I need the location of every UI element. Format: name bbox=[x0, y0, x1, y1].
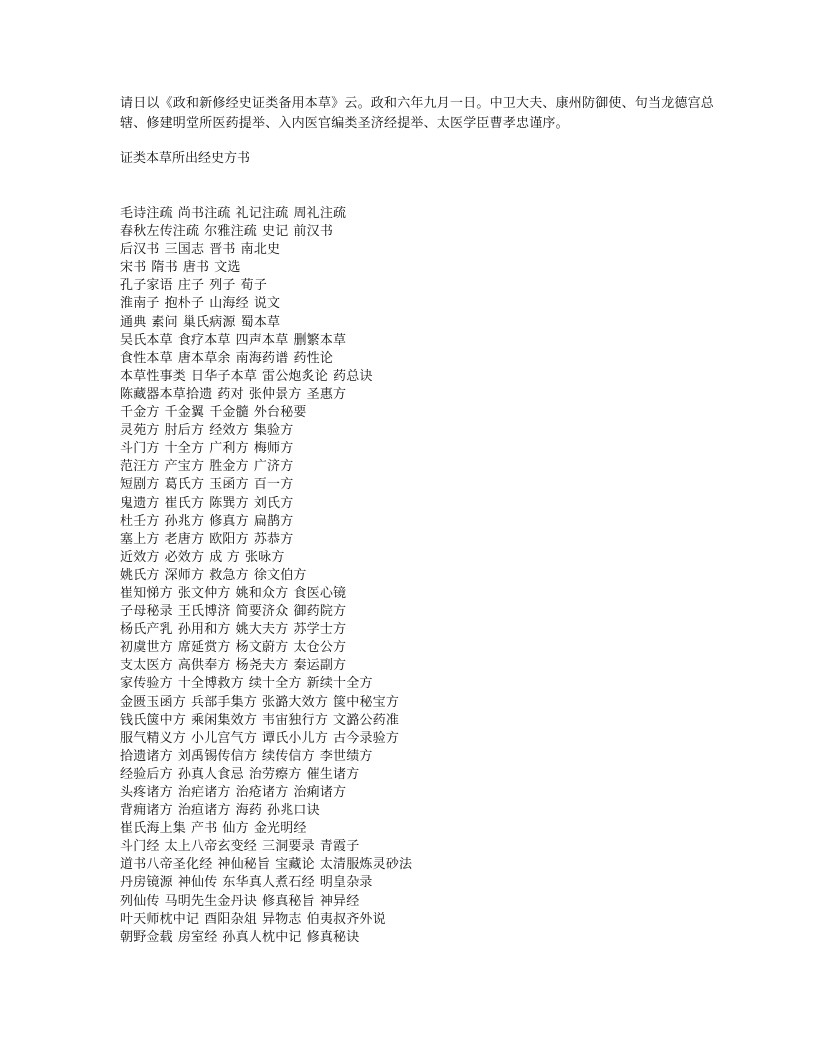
source-book-title: 异物志 bbox=[262, 911, 302, 927]
source-book-line bbox=[120, 657, 720, 675]
source-book-title: 隋书 bbox=[151, 260, 178, 276]
source-book-title: 三国志 bbox=[164, 242, 205, 258]
preface-text: 请日以《政和新修经史证类备用本草》云。政和六年九月一日。中卫大夫、康州防御使、句当龙德宫总辖、修建明堂所医药提举、入内医官编类圣济经提举、太医学臣曹孝忠谨序。 bbox=[120, 96, 715, 131]
source-book-title: 御药院方 bbox=[293, 604, 347, 620]
source-book-title: 海药 bbox=[235, 803, 263, 819]
source-book-line bbox=[120, 259, 720, 277]
source-book-title: 新续十全方 bbox=[306, 676, 373, 692]
source-book-title: 列仙传 bbox=[120, 893, 160, 909]
source-book-title: 东华真人煮石经 bbox=[222, 875, 315, 891]
source-book-title: 三洞要录 bbox=[262, 839, 315, 855]
source-book-title: 短剧方 bbox=[120, 477, 160, 493]
source-book-title: 圣惠方 bbox=[306, 386, 347, 402]
source-book-title: 吴氏本草 bbox=[120, 332, 173, 348]
source-book-title: 服气精义方 bbox=[120, 730, 187, 746]
source-book-title: 南北史 bbox=[240, 242, 281, 258]
source-book-title: 神仙传 bbox=[177, 875, 218, 891]
source-book-title: 梅师方 bbox=[253, 441, 294, 457]
source-book-title: 千金翼 bbox=[164, 405, 205, 421]
source-book-title: 席延赏方 bbox=[177, 640, 231, 656]
source-book-title: 续传信方 bbox=[262, 748, 315, 764]
source-book-title: 太上八帝玄变经 bbox=[164, 839, 258, 855]
source-book-title: 十全方 bbox=[164, 441, 205, 457]
source-book-title: 老唐方 bbox=[164, 531, 205, 547]
source-book-title: 杨文蔚方 bbox=[235, 640, 289, 656]
source-book-line bbox=[120, 893, 720, 911]
source-book-title: 家传验方 bbox=[120, 676, 173, 692]
source-book-line bbox=[120, 422, 720, 440]
source-book-title: 修真秘旨 bbox=[262, 893, 315, 909]
source-book-title: 张咏方 bbox=[244, 549, 285, 565]
source-book-line bbox=[120, 531, 720, 549]
source-book-title: 经效方 bbox=[209, 423, 249, 439]
source-book-title: 庄子 bbox=[177, 278, 205, 294]
source-book-title: 孙用和方 bbox=[177, 622, 231, 638]
source-book-title: 姚和众方 bbox=[235, 585, 289, 601]
source-book-title: 刘氏方 bbox=[253, 495, 294, 511]
source-book-line bbox=[120, 820, 720, 838]
source-book-title: 产书 bbox=[191, 821, 218, 837]
source-book-title: 晋书 bbox=[209, 242, 236, 258]
source-book-title: 治疮诸方 bbox=[235, 785, 289, 800]
source-book-title: 太清服炼灵砂法 bbox=[319, 857, 413, 873]
source-book-title: 青霞子 bbox=[319, 839, 360, 855]
source-book-title: 药总诀 bbox=[333, 368, 373, 384]
source-book-line bbox=[120, 513, 720, 531]
source-book-title: 后汉书 bbox=[120, 242, 160, 258]
source-book-line bbox=[120, 368, 720, 386]
source-book-title: 治疸诸方 bbox=[177, 803, 231, 819]
source-book-line bbox=[120, 603, 720, 621]
source-book-title: 崔氏海上集 bbox=[120, 821, 187, 837]
source-book-line bbox=[120, 712, 720, 730]
source-book-title: 列子 bbox=[209, 278, 236, 294]
source-book-title: 谭氏小儿方 bbox=[262, 730, 329, 746]
source-book-title: 广济方 bbox=[253, 459, 294, 475]
source-book-title: 伯夷叔齐外说 bbox=[306, 911, 386, 927]
source-book-title: 范汪方 bbox=[120, 459, 160, 475]
source-book-title: 肘后方 bbox=[164, 423, 205, 439]
source-book-title: 葛氏方 bbox=[164, 477, 205, 493]
source-book-title: 修真秘诀 bbox=[306, 929, 360, 945]
source-book-line bbox=[120, 495, 720, 513]
source-book-title: 食性本草 bbox=[120, 350, 173, 366]
source-book-title: 山海经 bbox=[209, 296, 249, 312]
source-book-title: 雷公炮炙论 bbox=[262, 368, 329, 384]
source-book-title: 张潞大效方 bbox=[262, 694, 329, 710]
source-book-title: 药对 bbox=[217, 386, 244, 402]
source-book-title: 孔子家语 bbox=[120, 278, 173, 294]
source-book-title: 催生诸方 bbox=[306, 766, 360, 782]
source-book-title: 食医心镜 bbox=[293, 585, 347, 601]
source-book-title: 史记 bbox=[262, 224, 289, 240]
source-book-title: 孙兆方 bbox=[164, 513, 205, 529]
source-book-line bbox=[120, 386, 720, 404]
source-book-title: 崔氏方 bbox=[164, 495, 205, 511]
source-book-title: 广利方 bbox=[209, 441, 249, 457]
source-book-title: 千金髓 bbox=[209, 405, 249, 421]
source-book-line bbox=[120, 802, 720, 820]
source-book-title: 道书八帝圣化经 bbox=[120, 857, 213, 873]
source-book-title: 灵苑方 bbox=[120, 423, 160, 439]
source-book-title: 鬼遗方 bbox=[120, 495, 160, 511]
source-book-title: 礼记注疏 bbox=[235, 206, 289, 221]
source-book-title: 古今录验方 bbox=[333, 730, 400, 746]
source-book-title: 集验方 bbox=[253, 423, 294, 439]
source-book-line bbox=[120, 549, 720, 567]
source-book-title: 深师方 bbox=[164, 567, 205, 583]
source-book-title: 近效方 bbox=[120, 549, 160, 565]
source-book-line bbox=[120, 476, 720, 494]
source-book-title: 宝藏论 bbox=[275, 857, 315, 873]
source-book-title: 杨尧夫方 bbox=[235, 658, 289, 674]
source-book-line bbox=[120, 295, 720, 313]
source-book-line bbox=[120, 730, 720, 748]
source-book-title: 张仲景方 bbox=[248, 386, 302, 402]
source-book-title: 必效方 bbox=[164, 549, 205, 565]
source-book-line bbox=[120, 675, 720, 693]
source-book-title: 巢氏病源 bbox=[182, 314, 236, 330]
source-book-line bbox=[120, 621, 720, 639]
source-book-title: 日华子本草 bbox=[191, 368, 258, 384]
source-book-title: 文潞公药准 bbox=[333, 712, 400, 728]
source-book-title: 崔知悌方 bbox=[120, 585, 173, 601]
source-book-title: 子母秘录 bbox=[120, 604, 173, 620]
source-book-title: 修真方 bbox=[209, 513, 249, 529]
source-book-line bbox=[120, 458, 720, 476]
source-book-title: 删繁本草 bbox=[293, 332, 347, 348]
source-book-title: 前汉书 bbox=[293, 224, 334, 240]
source-book-line bbox=[120, 585, 720, 603]
source-book-title: 张文仲方 bbox=[177, 585, 231, 601]
source-book-title: 陈巽方 bbox=[209, 495, 249, 511]
source-book-title: 胜金方 bbox=[209, 459, 249, 475]
source-book-title: 箧中秘宝方 bbox=[333, 694, 400, 710]
source-book-title: 周礼注疏 bbox=[293, 206, 347, 221]
source-book-title: 马明先生金丹诀 bbox=[164, 893, 258, 909]
source-book-line bbox=[120, 350, 720, 368]
source-book-title: 头疼诸方 bbox=[120, 785, 173, 800]
source-book-title: 姚大夫方 bbox=[235, 622, 289, 638]
source-book-title: 秦运副方 bbox=[293, 658, 347, 674]
source-book-title: 王氏博济 bbox=[177, 604, 231, 620]
source-book-title: 陈藏器本草拾遗 bbox=[120, 386, 213, 402]
source-book-title: 孙真人枕中记 bbox=[222, 929, 302, 945]
source-book-title: 孙真人食忌 bbox=[177, 766, 244, 782]
source-book-title: 斗门方 bbox=[120, 441, 160, 457]
source-book-line bbox=[120, 694, 720, 712]
source-book-line bbox=[120, 838, 720, 856]
source-book-title: 千金方 bbox=[120, 405, 160, 421]
source-book-title: 治劳瘵方 bbox=[248, 766, 302, 782]
source-book-title: 小儿宫气方 bbox=[191, 730, 258, 746]
source-book-title: 杜壬方 bbox=[120, 513, 160, 529]
source-book-title: 兵部手集方 bbox=[191, 694, 258, 710]
source-book-title: 药性论 bbox=[293, 350, 334, 366]
source-book-title: 神异经 bbox=[319, 893, 360, 909]
source-book-title: 仙方 bbox=[222, 821, 249, 837]
source-book-title: 毛诗注疏 bbox=[120, 206, 173, 221]
source-book-title: 成 方 bbox=[209, 549, 240, 565]
source-book-title: 苏学士方 bbox=[293, 622, 347, 638]
source-book-title: 素问 bbox=[151, 314, 178, 330]
source-book-title: 产宝方 bbox=[164, 459, 205, 475]
source-book-title: 姚氏方 bbox=[120, 567, 160, 583]
source-book-title: 唐书 bbox=[182, 260, 210, 276]
source-book-title: 乘闲集效方 bbox=[191, 712, 258, 728]
source-book-title: 支太医方 bbox=[120, 658, 173, 674]
source-book-title: 明皇杂录 bbox=[319, 875, 373, 891]
source-book-title: 经验后方 bbox=[120, 766, 173, 782]
source-book-title: 尚书注疏 bbox=[177, 206, 231, 221]
source-book-title: 房室经 bbox=[177, 929, 218, 945]
source-book-line bbox=[120, 784, 720, 802]
source-book-title: 拾遗诸方 bbox=[120, 748, 173, 764]
source-book-title: 续十全方 bbox=[248, 676, 302, 692]
source-book-title: 抱朴子 bbox=[164, 296, 205, 312]
source-book-title: 百一方 bbox=[253, 477, 294, 493]
source-book-title: 欧阳方 bbox=[209, 531, 249, 547]
source-book-title: 太仓公方 bbox=[293, 640, 347, 656]
source-book-title: 简要济众 bbox=[235, 604, 289, 620]
source-book-title: 孙兆口诀 bbox=[267, 803, 320, 819]
source-book-line bbox=[120, 874, 720, 892]
source-book-title: 外台秘要 bbox=[253, 405, 307, 421]
source-book-title: 神仙秘旨 bbox=[217, 857, 271, 873]
source-book-title: 苏恭方 bbox=[253, 531, 294, 547]
source-book-line bbox=[120, 404, 720, 422]
source-book-title: 徐文伯方 bbox=[253, 567, 307, 583]
source-book-title: 金光明经 bbox=[253, 821, 307, 837]
source-book-line bbox=[120, 856, 720, 874]
source-book-title: 塞上方 bbox=[120, 531, 160, 547]
section-heading: 证类本草所出经史方书 bbox=[120, 151, 251, 166]
source-book-title: 扁鹊方 bbox=[253, 513, 294, 529]
source-book-title: 李世绩方 bbox=[319, 748, 373, 764]
source-book-title: 斗门经 bbox=[120, 839, 160, 855]
source-book-title: 治痢诸方 bbox=[293, 785, 347, 800]
source-book-title: 本草性事类 bbox=[120, 368, 187, 384]
source-book-line bbox=[120, 766, 720, 784]
source-book-title: 救急方 bbox=[209, 567, 249, 583]
source-book-title: 通典 bbox=[120, 314, 147, 330]
source-book-title: 尔雅注疏 bbox=[204, 224, 258, 240]
source-book-title: 韦宙独行方 bbox=[262, 712, 329, 728]
source-book-title: 初虞世方 bbox=[120, 640, 173, 656]
source-book-title: 唐本草余 bbox=[177, 350, 231, 366]
source-book-line bbox=[120, 440, 720, 458]
source-book-title: 四声本草 bbox=[235, 332, 289, 348]
source-book-title: 杨氏产乳 bbox=[120, 622, 173, 638]
source-book-title: 钱氏箧中方 bbox=[120, 712, 187, 728]
source-book-title: 说文 bbox=[253, 296, 281, 312]
source-book-line bbox=[120, 223, 720, 241]
source-book-line bbox=[120, 567, 720, 585]
source-book-title: 金匮玉函方 bbox=[120, 694, 187, 710]
source-book-title: 宋书 bbox=[120, 260, 147, 276]
source-book-title: 玉函方 bbox=[209, 477, 249, 493]
source-book-list bbox=[120, 205, 720, 947]
source-book-line bbox=[120, 241, 720, 259]
source-book-title: 背痈诸方 bbox=[120, 803, 173, 819]
source-book-line bbox=[120, 929, 720, 947]
source-book-title: 食疗本草 bbox=[177, 332, 231, 348]
source-book-title: 十全博救方 bbox=[177, 676, 244, 692]
source-book-title: 叶天师枕中记 bbox=[120, 911, 200, 927]
source-book-title: 酉阳杂俎 bbox=[204, 911, 258, 927]
source-book-title: 朝野佥载 bbox=[120, 929, 173, 945]
source-book-title: 淮南子 bbox=[120, 296, 160, 312]
source-book-title: 春秋左传注疏 bbox=[120, 224, 200, 240]
source-book-title: 高供奉方 bbox=[177, 658, 231, 674]
source-book-title: 刘禹锡传信方 bbox=[177, 748, 258, 764]
source-book-title: 丹房镜源 bbox=[120, 875, 173, 891]
source-book-title: 蜀本草 bbox=[240, 314, 281, 330]
source-book-line bbox=[120, 911, 720, 929]
source-book-title: 治疟诸方 bbox=[177, 785, 231, 800]
source-book-title: 南海药谱 bbox=[235, 350, 289, 366]
source-book-line bbox=[120, 639, 720, 657]
source-book-title: 荀子 bbox=[240, 278, 268, 294]
source-book-title: 文选 bbox=[214, 260, 241, 276]
source-book-line bbox=[120, 314, 720, 332]
source-book-line bbox=[120, 277, 720, 295]
source-book-line bbox=[120, 205, 720, 223]
source-book-line bbox=[120, 748, 720, 766]
source-book-line bbox=[120, 332, 720, 350]
